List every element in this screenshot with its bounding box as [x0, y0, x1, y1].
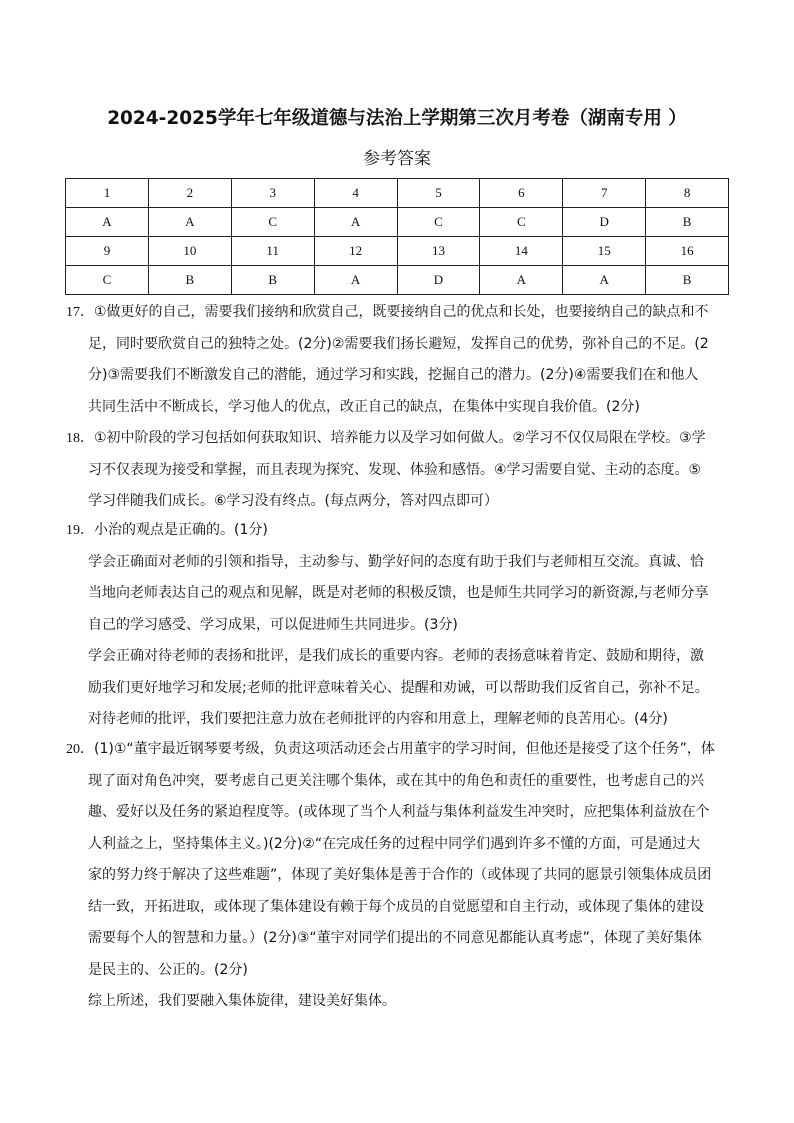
answer-key-table: [65, 178, 729, 295]
table-cell: 9: [66, 237, 149, 266]
answer-line: 19．小治的观点是正确的。(1分): [66, 515, 730, 547]
answer-line: 需要每个人的智慧和力量。）(2分)③“董宇对同学们提出的不同意见都能认真考虑”，体现了美好集体: [88, 930, 702, 946]
table-cell: 5: [397, 179, 480, 208]
answer-line: 学习伴随我们成长。⑥学习没有终点。(每点两分，答对四点即可）: [88, 493, 499, 509]
question-number: 19．: [66, 523, 94, 538]
table-row: [66, 179, 729, 208]
table-cell: C: [480, 208, 563, 237]
answer-line: 综上所述，我们要融入集体旋律，建设美好集体。: [88, 993, 396, 1009]
question-number: 20．: [66, 742, 94, 757]
table-cell: C: [66, 266, 149, 295]
answer-line: 习不仅表现为接受和掌握，而且表现为探究、发现、体验和感悟。④学习需要自觉、主动的态度。⑤: [88, 461, 702, 478]
answer-19: [66, 515, 730, 736]
table-cell: C: [397, 208, 480, 237]
table-cell: 11: [231, 237, 314, 266]
page-subtitle: 参考答案: [363, 149, 431, 169]
answer-20: [66, 734, 730, 1018]
table-cell: 2: [148, 179, 231, 208]
answer-line: 17．①做更好的自己，需要我们接纳和欣赏自己，既要接纳自己的优点和长处，也要接纳自己的缺点和不: [66, 297, 730, 329]
table-cell: 16: [646, 237, 729, 266]
table-cell: C: [231, 208, 314, 237]
table-cell: 7: [563, 179, 646, 208]
answer-line: 对待老师的批评，我们要把注意力放在老师批评的内容和用意上，理解老师的良苦用心。(4分): [88, 711, 668, 727]
table-cell: 14: [480, 237, 563, 266]
answer-line: 20．(1)①“董宇最近钢琴要考级，负责这项活动还会占用董宇的学习时间，但他还是接受了这个任务”，体: [66, 734, 730, 766]
table-cell: 8: [646, 179, 729, 208]
answer-line: 自己的学习感受、学习成果，可以促进师生共同进步。(3分): [88, 616, 458, 633]
table-cell: 6: [480, 179, 563, 208]
answer-line: 当地向老师表达自己的观点和见解，既是对老师的积极反馈，也是师生共同学习的新资源,与老师分享: [88, 585, 709, 601]
answer-line: 现了面对角色冲突，要考虑自己更关注哪个集体，或在其中的角色和责任的重要性，也考虑自己的兴: [88, 772, 704, 789]
question-number: 18．: [66, 431, 94, 446]
answer-line: 励我们更好地学习和发展;老师的批评意味着关心、提醒和劝诫，可以帮助我们反省自己，弥补不足。: [88, 679, 709, 696]
table-cell: A: [480, 266, 563, 295]
answer-line: 家的努力终于解决了这些难题”，体现了美好集体是善于合作的（或体现了共同的愿景引领集体成员团: [88, 867, 712, 883]
answer-18: [66, 423, 730, 518]
table-cell: 3: [231, 179, 314, 208]
table-cell: 10: [148, 237, 231, 266]
answer-line: 人利益之上，坚持集体主义。)(2分)②“在完成任务的过程中同学们遇到许多不懂的方面，可是通过大: [88, 835, 701, 852]
table-cell: A: [66, 208, 149, 237]
table-cell: A: [563, 266, 646, 295]
table-cell: D: [563, 208, 646, 237]
answer-line: 学会正确面对老师的引领和指导，主动参与、勤学好问的态度有助于我们与老师相互交流。真诚、恰: [88, 553, 704, 570]
answer-line: 学会正确对待老师的表扬和批评，是我们成长的重要内容。老师的表扬意味着肯定、鼓励和期待，激: [88, 648, 704, 664]
table-cell: B: [231, 266, 314, 295]
table-row: [66, 208, 729, 237]
answer-line: 足，同时要欣赏自己的独特之处。(2分)②需要我们扬长避短，发挥自己的优势，弥补自己的不足。(2: [88, 335, 709, 352]
table-cell: 12: [314, 237, 397, 266]
answer-line: 趣、爱好以及任务的紧迫程度等。(或体现了当个人利益与集体利益发生冲突时，应把集体利益放在个: [88, 804, 710, 820]
answer-line: 共同生活中不断成长，学习他人的优点，改正自己的缺点，在集体中实现自我价值。(2分): [88, 398, 640, 415]
table-cell: D: [397, 266, 480, 295]
table-cell: 4: [314, 179, 397, 208]
table-cell: 13: [397, 237, 480, 266]
table-cell: B: [646, 266, 729, 295]
answer-line: 结一致，开拓进取，或体现了集体建设有赖于每个成员的自觉愿望和自主行动，或体现了集体的建设: [88, 898, 704, 915]
page-title: 2024-2025学年七年级道德与法治上学期第三次月考卷（湖南专用 ）: [107, 108, 687, 129]
table-row: [66, 237, 729, 266]
answer-line: 分)③需要我们不断激发自己的潜能，通过学习和实践，挖掘自己的潜力。(2分)④需要我们在和他人: [88, 367, 699, 383]
table-cell: A: [148, 208, 231, 237]
table-row: [66, 266, 729, 295]
table-cell: 15: [563, 237, 646, 266]
table-cell: B: [646, 208, 729, 237]
table-cell: A: [314, 208, 397, 237]
question-number: 17．: [66, 305, 94, 320]
answer-17: [66, 297, 730, 423]
answer-line: 18．①初中阶段的学习包括如何获取知识、培养能力以及学习如何做人。②学习不仅仅局限在学校。③学: [66, 423, 730, 455]
answer-line: 是民主的、公正的。(2分): [88, 961, 248, 978]
table-cell: B: [148, 266, 231, 295]
table-cell: A: [314, 266, 397, 295]
table-cell: 1: [66, 179, 149, 208]
